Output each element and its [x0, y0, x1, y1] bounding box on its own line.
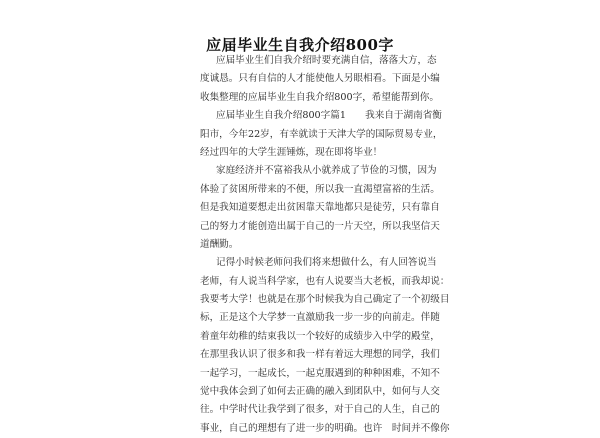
text-line: 标，正是这个大学梦一直激励我一步一步的向前走。伴随 — [200, 312, 440, 324]
text-line: 度诚恳。只有自信的人才能使他人另眼相看。下面是小编 — [200, 73, 440, 85]
document-title: 应届毕业生自我介绍800字 — [206, 36, 394, 54]
text-line: 阳市，今年22岁，有幸就读于天津大学的国际贸易专业， — [200, 128, 443, 140]
text-line: 应届毕业生自我介绍800字篇1 我来自于湖南省衡 — [216, 110, 442, 122]
text-line: 但是我知道要想走出贫困靠天靠地都只是徒劳，只有靠自 — [200, 202, 440, 214]
text-line: 家庭经济并不富裕我从小就养成了节俭的习惯，因为 — [216, 165, 437, 177]
text-line: 事业，自己的理想有了进一步的明确。也许 时间并不像你 — [200, 422, 450, 434]
text-line: 体验了贫困所带来的不便，所以我一直渴望富裕的生活。 — [200, 183, 440, 195]
text-line: 经过四年的大学生涯锤炼，现在即将毕业！ — [200, 146, 383, 158]
text-line: 收集整理的应届毕业生自我介绍800字，希望能帮到你。 — [200, 91, 439, 103]
text-line: 己的努力才能创造出属于自己的一片天空，所以我坚信天 — [200, 220, 440, 232]
text-line: 觉中我体会到了如何去正确的融入到团队中，如何与人交 — [200, 386, 440, 398]
text-line: 记得小时候老师问我们将来想做什么，有人回答说当 — [216, 257, 437, 269]
text-line: 往。中学时代让我学到了很多，对于自己的人生，自己的 — [200, 404, 440, 416]
text-line: 在那里我认识了很多和我一样有着远大理想的同学，我们 — [200, 349, 440, 361]
document-body — [200, 52, 450, 438]
text-line: 道酬勤。 — [200, 238, 239, 250]
text-line: 应届毕业生们自我介绍时要充满自信，落落大方，态 — [216, 55, 437, 66]
text-line: 着童年幼稚的结束我以一个较好的成绩步入中学的殿堂， — [200, 330, 440, 342]
text-line: 一起学习，一起成长，一起克服遇到的种种困难，不知不 — [200, 367, 440, 379]
text-line: 我要考大学！也就是在那个时候我为自己确定了一个初级目 — [200, 294, 450, 306]
text-line: 老师，有人说当科学家，也有人说要当大老板，而我却说： — [200, 275, 450, 287]
